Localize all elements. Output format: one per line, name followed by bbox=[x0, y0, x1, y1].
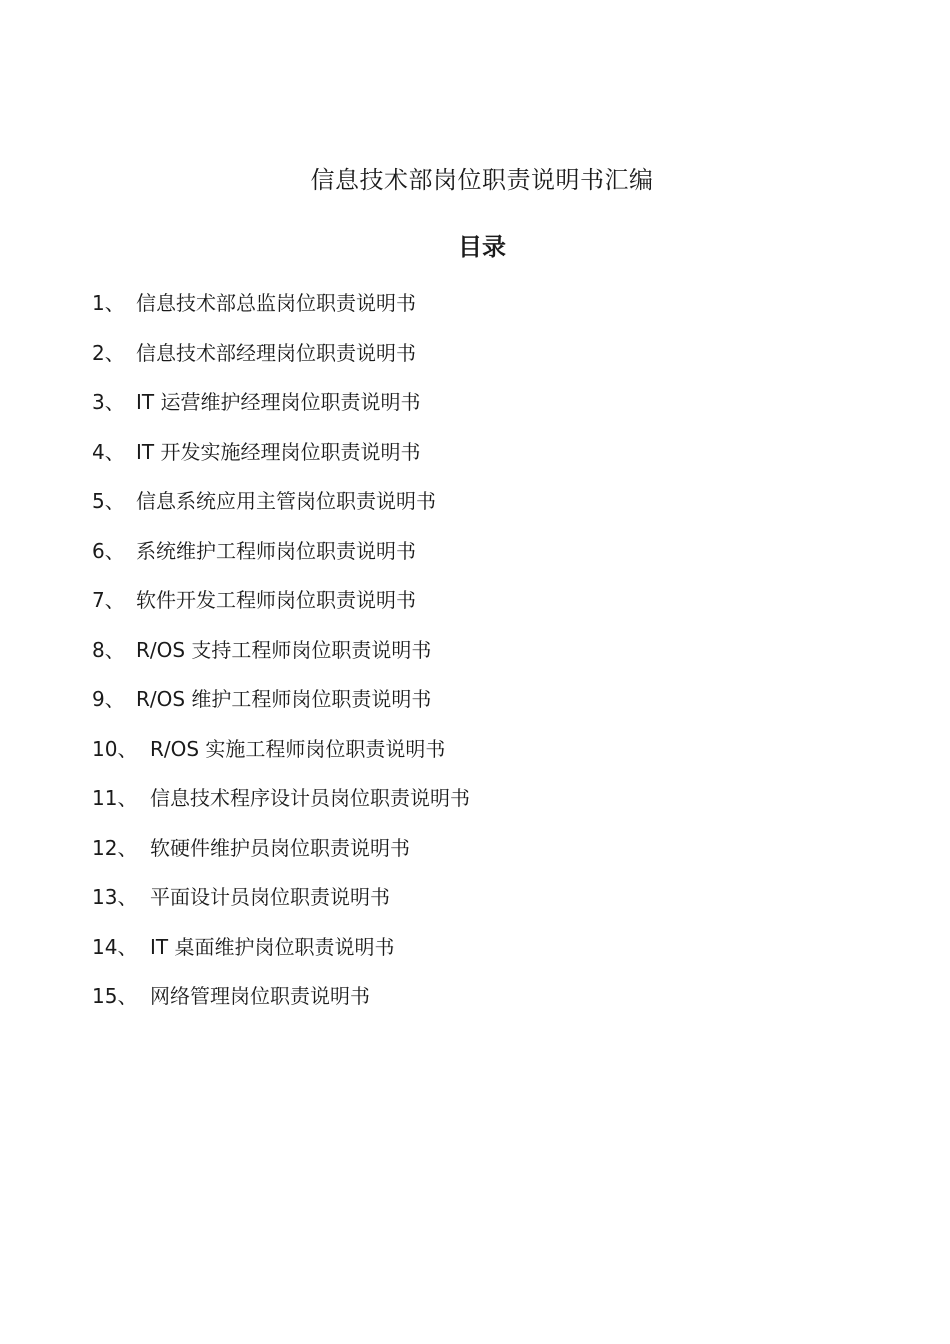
toc-item bbox=[92, 334, 470, 384]
toc-item bbox=[92, 878, 470, 928]
toc-item bbox=[92, 482, 470, 532]
toc-item bbox=[92, 383, 470, 433]
toc-item-label: R/OS 支持工程师岗位职责说明书 bbox=[136, 637, 432, 662]
toc-item bbox=[92, 829, 470, 879]
toc-item bbox=[92, 284, 470, 334]
toc-item-label: 信息技术部经理岗位职责说明书 bbox=[136, 340, 416, 365]
toc-item-number: 12、 bbox=[92, 835, 138, 860]
toc-item-label: R/OS 实施工程师岗位职责说明书 bbox=[150, 736, 446, 761]
table-of-contents bbox=[92, 284, 470, 1027]
toc-item-label: 软件开发工程师岗位职责说明书 bbox=[136, 588, 416, 612]
toc-item-number: 10、 bbox=[92, 736, 138, 761]
toc-item bbox=[92, 977, 470, 1027]
toc-item-number: 1、 bbox=[92, 291, 125, 315]
toc-item-label: IT 运营维护经理岗位职责说明书 bbox=[136, 390, 421, 414]
toc-item-label: 信息技术部总监岗位职责说明书 bbox=[136, 291, 416, 315]
toc-item-number: 9、 bbox=[92, 687, 125, 711]
toc-item-label: 软硬件维护员岗位职责说明书 bbox=[150, 835, 410, 860]
toc-item-number: 6、 bbox=[92, 538, 125, 563]
toc-item bbox=[92, 779, 470, 829]
toc-item bbox=[92, 631, 470, 681]
toc-item-label: 信息系统应用主管岗位职责说明书 bbox=[136, 489, 436, 513]
toc-item-label: R/OS 维护工程师岗位职责说明书 bbox=[136, 687, 432, 711]
toc-item-number: 5、 bbox=[92, 489, 125, 513]
toc-item-label: IT 开发实施经理岗位职责说明书 bbox=[136, 439, 421, 464]
toc-heading: 目录 bbox=[458, 233, 506, 261]
document-title: 信息技术部岗位职责说明书汇编 bbox=[310, 166, 654, 194]
toc-item bbox=[92, 581, 470, 631]
toc-item-number: 3、 bbox=[92, 390, 125, 414]
toc-item bbox=[92, 433, 470, 483]
toc-item-label: 网络管理岗位职责说明书 bbox=[150, 984, 370, 1008]
toc-item-number: 11、 bbox=[92, 786, 138, 810]
toc-item-number: 14、 bbox=[92, 934, 138, 959]
toc-item-number: 4、 bbox=[92, 439, 125, 464]
toc-item-label: 平面设计员岗位职责说明书 bbox=[150, 885, 390, 909]
toc-item-label: IT 桌面维护岗位职责说明书 bbox=[150, 934, 395, 959]
toc-item bbox=[92, 730, 470, 780]
toc-item bbox=[92, 532, 470, 582]
toc-item-label: 信息技术程序设计员岗位职责说明书 bbox=[150, 786, 470, 810]
toc-item bbox=[92, 680, 470, 730]
toc-item-number: 13、 bbox=[92, 885, 138, 909]
toc-item-number: 15、 bbox=[92, 984, 138, 1008]
toc-item bbox=[92, 928, 470, 978]
toc-item-label: 系统维护工程师岗位职责说明书 bbox=[136, 538, 416, 563]
toc-item-number: 2、 bbox=[92, 340, 125, 365]
toc-item-number: 8、 bbox=[92, 637, 125, 662]
toc-item-number: 7、 bbox=[92, 588, 125, 612]
